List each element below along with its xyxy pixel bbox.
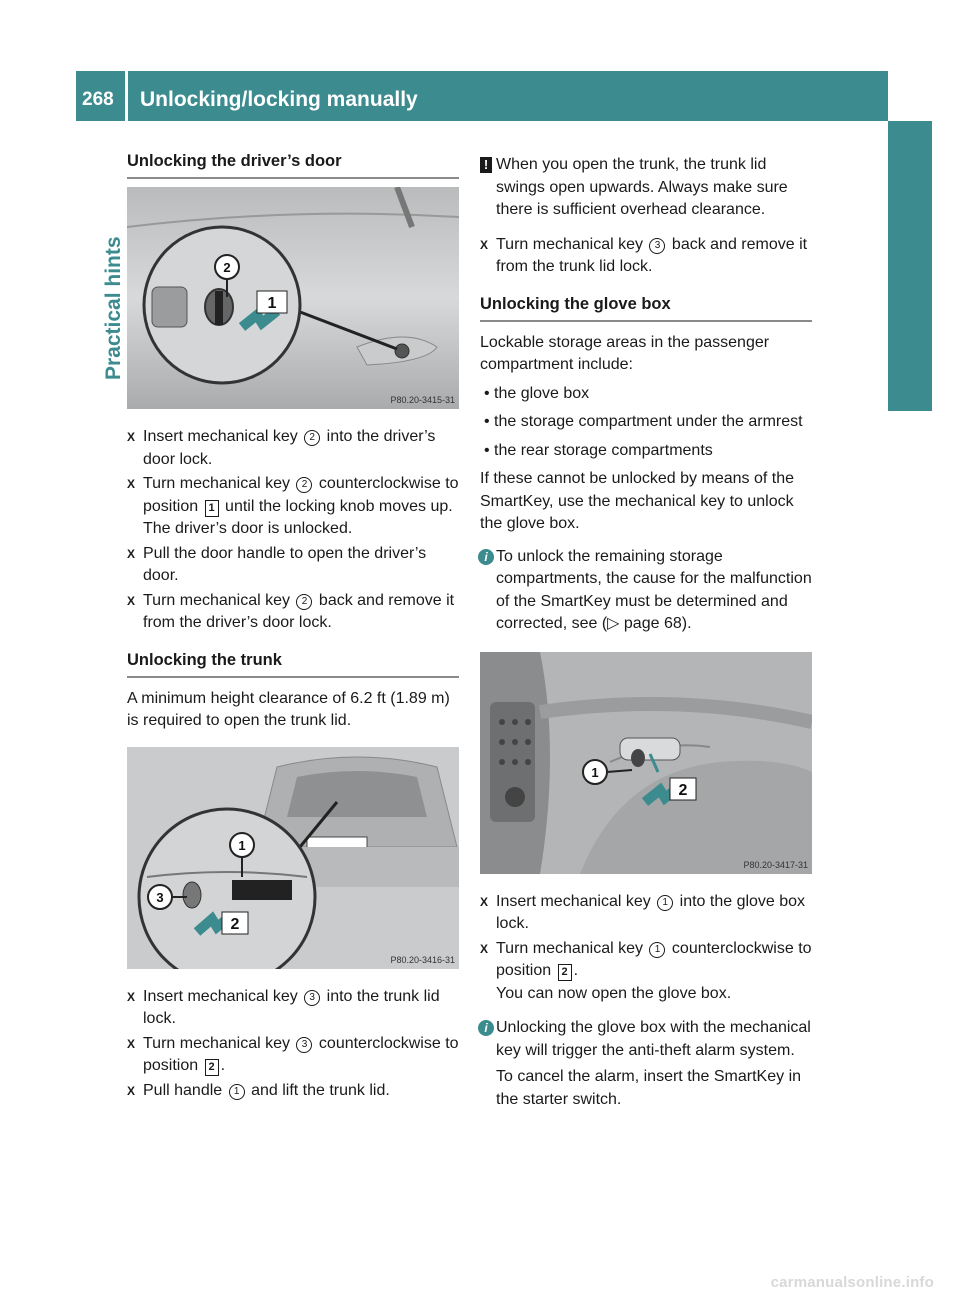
step-result: You can now open the glove box.: [496, 984, 732, 1002]
page-number: 268: [82, 89, 114, 110]
header-separator: [125, 71, 128, 121]
left-column: [127, 150, 459, 1102]
step-turn-key: X Turn mechanical key 2 counterclockwise to position 1 until the locking knob moves up. The driver’s door is unlocked.: [127, 473, 459, 541]
step-pull-handle: X Pull the door handle to open the driver’s door.: [127, 544, 427, 584]
callout-2: 2: [223, 260, 231, 275]
step-arrow-icon: X: [127, 989, 136, 1004]
info-note: i To unlock the remaining storage compartments, the cause for the malfunction of the SmartKey must be determined and corrected, see (▷ page 68).: [480, 546, 812, 636]
callout-1: 1: [591, 764, 599, 780]
info-icon: i: [478, 549, 494, 565]
side-tab-label: Practical hints: [102, 236, 125, 380]
step-arrow-icon: X: [480, 237, 489, 252]
step-insert-glove-key: X Insert mechanical key 1 into the glove box lock.: [480, 892, 806, 932]
list-item: • the storage compartment under the armrest: [484, 413, 803, 430]
step-insert-key: X Insert mechanical key 2 into the driver’s door lock.: [127, 428, 436, 468]
trunk-intro: A minimum height clearance of 6.2 ft (1.89 m) is required to open the trunk lid.: [127, 689, 450, 729]
step-remove-trunk-key: X Turn mechanical key 3 back and remove it from the trunk lid lock.: [480, 235, 808, 275]
callout-2: 2: [678, 781, 688, 799]
figure-trunk: [127, 747, 459, 969]
callout-1: 1: [267, 295, 277, 312]
callout-1: 1: [238, 837, 246, 853]
info-note: i Unlocking the glove box with the mechanical key will trigger the anti-theft alarm system. To cancel the alarm, insert the SmartKey in the starter switch.: [480, 1017, 812, 1111]
step-turn-glove-key: X Turn mechanical key 1 counterclockwise to position 2 . You can now open the glove box.: [480, 938, 812, 1006]
trunk-illustration: [127, 747, 459, 969]
key-number: 2: [304, 430, 320, 446]
step-arrow-icon: X: [127, 477, 136, 491]
step-arrow-icon: X: [127, 546, 136, 561]
glove-paragraph: If these cannot be unlocked by means of the SmartKey, use the mechanical key to unlock the glove box.: [480, 470, 794, 532]
step-arrow-icon: X: [127, 430, 136, 444]
step-arrow-icon: X: [480, 941, 489, 956]
right-column: [480, 154, 812, 1111]
step-result: The driver’s door is unlocked.: [143, 520, 353, 537]
figure-code: P80.20-3416-31: [390, 954, 455, 965]
glove-intro: Lockable storage areas in the passenger compartment include:: [480, 333, 770, 373]
step-arrow-icon: X: [480, 894, 489, 909]
step-remove-key: X Turn mechanical key 2 back and remove it from the driver’s door lock.: [127, 591, 455, 631]
step-pull-trunk-handle: X Pull handle 1 and lift the trunk lid.: [127, 1080, 459, 1103]
info-icon: i: [478, 1020, 494, 1036]
step-turn-trunk-key: X Turn mechanical key 3 counterclockwise to position 2 .: [127, 1034, 459, 1074]
figure-code: P80.20-3415-31: [390, 395, 455, 405]
warning-icon: !: [480, 157, 492, 173]
figure-drivers-door: [127, 187, 459, 409]
footer-watermark: carmanualsonline.info: [770, 1274, 934, 1291]
figure-code: P80.20-3417-31: [743, 859, 808, 870]
page-title: Unlocking/locking manually: [140, 88, 418, 111]
figure-glove-box: [480, 652, 812, 874]
heading-trunk: Unlocking the trunk: [127, 649, 459, 678]
door-illustration: [127, 187, 459, 409]
step-arrow-icon: X: [127, 593, 136, 608]
warning-note: ! When you open the trunk, the trunk lid swings open upwards. Always make sure there is sufficient overhead clearance.: [480, 154, 812, 222]
list-item: • the glove box: [484, 384, 590, 402]
callout-2: 2: [230, 915, 240, 933]
side-tab-marker: [888, 365, 932, 411]
callout-3: 3: [156, 889, 164, 905]
step-arrow-icon: X: [127, 1036, 136, 1051]
heading-glove-box: Unlocking the glove box: [480, 293, 812, 322]
heading-drivers-door: Unlocking the driver’s door: [127, 150, 459, 179]
step-insert-trunk-key: X Insert mechanical key 3 into the trunk lid lock.: [127, 987, 440, 1027]
list-item: • the rear storage compartments: [484, 441, 713, 459]
step-arrow-icon: X: [127, 1083, 136, 1098]
glove-box-illustration: [480, 652, 812, 874]
